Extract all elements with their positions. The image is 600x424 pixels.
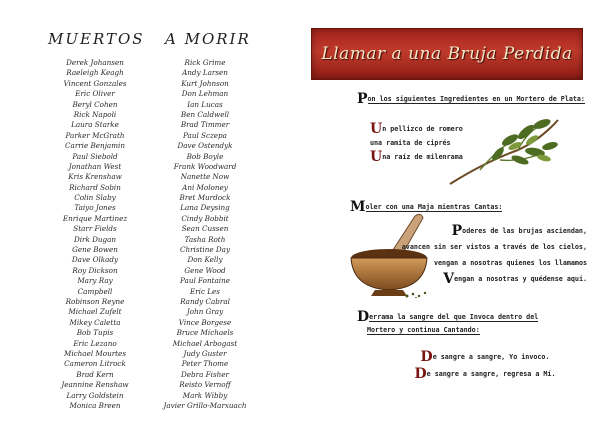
dead-name-item: Don Kelly [187,255,223,265]
pour-text: errama la sangre del que Invoca dentro del [369,313,539,321]
dead-name-item: Starr Fields [73,224,117,234]
pour-drop-cap: D [357,309,370,325]
grind-text: oler con una Maja mientras Cantas: [365,203,503,211]
finale-drop-cap: D [420,349,433,365]
dead-name-item: Reisto Vernoff [179,380,231,390]
title-banner [311,28,583,80]
chant-line [392,223,587,239]
dead-name-item: Eric Oliver [75,89,115,99]
dead-name-item: Javier Grillo-Marxuach [163,400,247,410]
finale-text: e sangre a sangre, Yo invoco. [432,353,550,361]
dead-name-item: Robinson Reyne [65,296,125,306]
ingredient-text: una ramita de ciprés [370,139,451,147]
chant-drop-cap: V [443,271,455,287]
intro-drop-cap: P [357,91,368,107]
dead-name-item: Vincent Gonzales [63,78,127,88]
dead-name-item: Bob Tupis [76,328,114,338]
header-a-morir: A MORIR [165,30,251,48]
dead-name-item: Tasha Roth [184,234,226,244]
dead-name-item: Bruce Michaels [176,328,234,338]
dead-name-item: Sean Cussen [181,224,229,234]
chant-line [392,255,587,271]
dead-name-item: Michael Arbogast [172,338,238,348]
ingredient-text: n pellizco de romero [382,125,463,133]
dead-name-item: Paul Fontaine [180,276,230,286]
dead-name-item: Frank Woodward [173,161,237,171]
page-title: Llamar a una Bruja Perdida [321,44,573,64]
dead-name-item: Debra Fisher [181,369,229,379]
pour-line [357,311,587,324]
dead-name-item: Paul Siebold [72,151,118,161]
ingredient-drop-cap: U [370,121,383,137]
dead-name-item: Enrique Martinez [62,213,128,223]
chant-line [392,239,587,255]
dead-name-item: Derek Johansen [66,58,124,67]
dead-name-item: Christine Day [179,245,230,255]
chant-text: vengan a nosotras quienes los llamamos [434,259,587,267]
pour-text: Mortero y continua Cantando: [367,326,480,334]
dead-name-item: Carrie Benjamin [65,141,125,151]
dead-name-item: Michael Zufelt [68,307,122,317]
dead-name-item: Judy Guster [183,348,227,358]
dead-name-item: Jeannine Renshaw [61,380,129,390]
dead-name-item: Lana Deysing [180,203,230,213]
names-column-right [150,58,260,411]
dead-name-item: Eric Lezano [73,338,117,348]
grind-drop-cap: M [350,199,366,215]
dead-name-item: Rick Napoli [73,109,117,119]
intro-text: on los siguientes Ingredientes en un Mortero de Plata: [367,95,585,103]
chant-text: avancen sin ser vistos a través de los cielos, [401,243,587,251]
dead-name-item: Gene Wood [184,265,226,275]
dead-name-item: Cameron Litrock [64,359,126,369]
dead-name-item: Don Lehman [181,89,229,99]
dead-name-item: Richard Sobin [69,182,121,192]
dead-name-item: Beryl Cohen [72,99,118,109]
dead-name-item: Roy Dickson [72,265,118,275]
dead-name-item: Brad Kern [76,369,114,379]
finale-line [380,349,590,366]
dead-name-item: Ani Moloney [182,182,228,192]
dead-name-item: Nanette Now [180,172,230,182]
names-column-left [40,58,150,411]
ingredient-text: na raíz de milenrama [382,153,463,161]
finale-chant [380,349,590,383]
dead-name-item: Taiyo Jones [74,203,116,213]
dead-name-item: Paul Sczepa [183,130,227,140]
dead-name-item: Rick Grime [184,58,226,67]
chant-text: oderes de las brujas asciendan, [462,227,587,235]
herb-sprigs-illustration [440,112,565,192]
dead-name-item: Kurt Johnson [181,78,229,88]
intro-line [357,91,585,107]
pour-line [357,324,587,337]
finale-text: e sangre a sangre, regresa a Mí. [426,370,556,378]
finale-line [380,366,590,383]
dead-name-item: Kris Krenshaw [68,172,122,182]
chant-verse [392,223,587,287]
chant-text: engan a nosotras y quédense aquí. [454,275,587,283]
dead-name-item: Jonathan West [68,161,122,171]
dead-name-item: Dave Ostendyk [177,141,233,151]
dead-name-item: Bob Boyle [186,151,224,161]
dead-name-item: Eric Les [189,286,220,296]
dead-name-item: Parker McGrath [65,130,125,140]
dead-name-item: Andy Larsen [182,68,228,78]
pour-instruction [357,311,587,337]
chant-line [392,271,587,287]
dead-name-item: Peter Thome [181,359,229,369]
chant-drop-cap: P [451,223,463,239]
dead-name-item: Mark Wibby [182,390,228,400]
dead-name-item: Campbell [77,286,113,296]
dead-name-item: Monica Breen [69,400,121,410]
dead-name-item: Bret Murdock [179,193,231,203]
header-muertos: MUERTOS [48,30,145,48]
finale-drop-cap: D [414,366,427,382]
right-page [300,0,600,424]
dead-name-item: John Gray [186,307,224,317]
dead-name-item: Brad Timmer [180,120,230,130]
dead-name-item: Gene Bowen [72,245,118,255]
dead-name-item: Ben Caldwell [180,109,230,119]
dead-name-item: Raeleigh Keagh [66,68,124,78]
dead-name-item: Dirk Dugan [73,234,117,244]
dead-name-item: Mikey Caletta [69,317,121,327]
ingredient-drop-cap: U [370,149,383,165]
dead-name-item: Ian Lucas [187,99,223,109]
dead-name-item: Colin Slaby [74,193,116,203]
dead-name-item: Cindy Bobbit [181,213,229,223]
dead-name-item: Michael Mourtes [63,348,127,358]
dead-name-item: Dave Olkady [71,255,119,265]
dead-name-item: Mary Ray [77,276,113,286]
dead-name-item: Vince Borgese [178,317,232,327]
dead-name-item: Larry Goldstein [66,390,124,400]
dead-name-item: Randy Cabral [180,296,230,306]
dead-name-item: Laura Starke [71,120,119,130]
